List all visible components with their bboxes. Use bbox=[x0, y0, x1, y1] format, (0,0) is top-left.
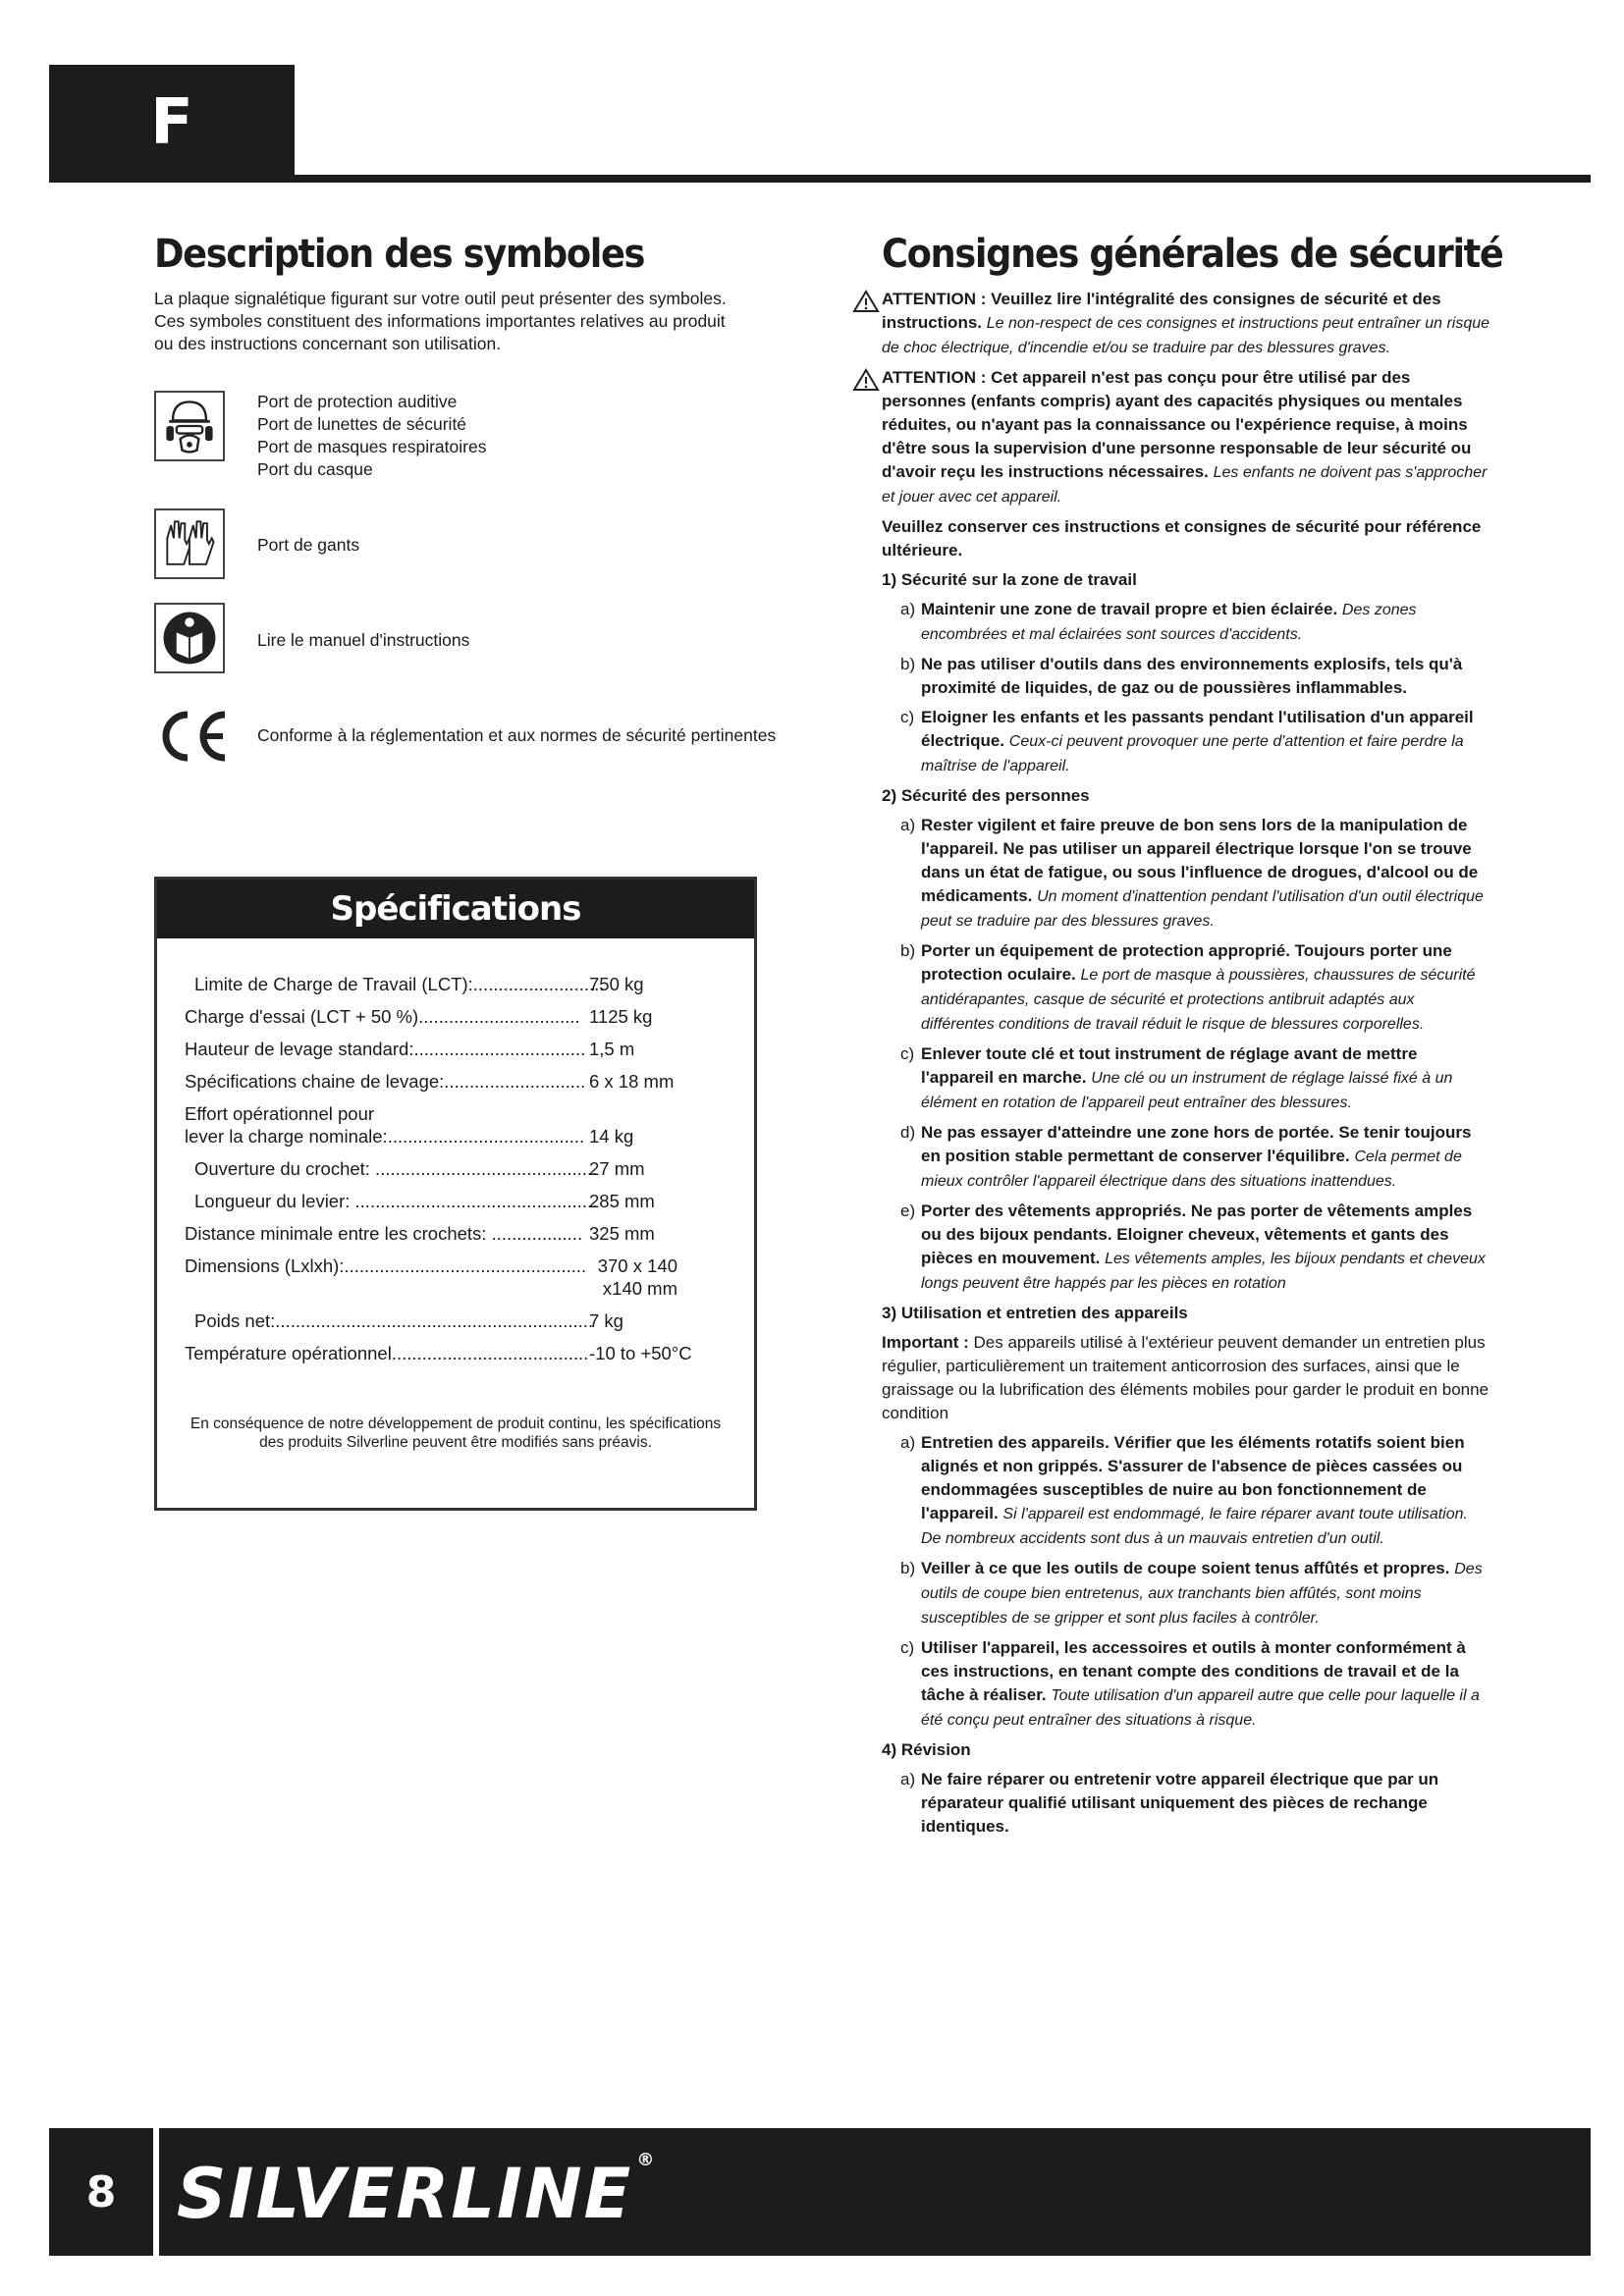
page-number: 8 bbox=[85, 2166, 117, 2217]
spec-value: 750 kg bbox=[589, 974, 644, 994]
symbol-line: Conforme à la réglementation et aux normes de sécurité pertinentes bbox=[257, 725, 777, 745]
read-manual-icon bbox=[154, 603, 225, 673]
spec-value: 1125 kg bbox=[589, 1006, 653, 1027]
spec-list bbox=[157, 973, 754, 1374]
item-italic: Des zones encombrées et mal éclairées sont sources d'accidents. bbox=[921, 602, 1417, 643]
item-label: e) bbox=[900, 1201, 916, 1220]
symbols-intro: La plaque signalétique figurant sur votre outil peut présenter des symboles. Ces symboles constituent des informations importantes relatives au produit ou des instructions concernant son utilisation. bbox=[154, 289, 727, 353]
item-bold: Eloigner les enfants et les passants pendant l'utilisation d'un appareil électrique. bbox=[921, 708, 1474, 750]
symbol-line: Port de masques respiratoires bbox=[257, 437, 487, 456]
spec-row bbox=[157, 973, 754, 995]
spec-row bbox=[157, 1102, 754, 1148]
item-label: b) bbox=[900, 941, 916, 960]
warning-2 bbox=[882, 366, 1490, 509]
item-italic: Cela permet de mieux contrôler l'appareil électrique dans des situations inattendues. bbox=[921, 1148, 1462, 1190]
spec-label: Charge d'essai (LCT + 50 %)................................ bbox=[185, 1006, 580, 1027]
symbols-title: Description des symboles bbox=[154, 232, 645, 277]
item-label: d) bbox=[900, 1123, 916, 1142]
warning-triangle-icon bbox=[852, 290, 880, 313]
spec-value: 7 kg bbox=[589, 1310, 623, 1331]
item-bold: Ne pas essayer d'atteindre une zone hors de portée. Se tenir toujours en position stable permettant de conserver l'équilibre. bbox=[921, 1123, 1472, 1165]
protective-equipment-icon bbox=[154, 391, 225, 461]
list-item bbox=[882, 1121, 1490, 1194]
symbol-line: Port du casque bbox=[257, 459, 373, 479]
list-item bbox=[882, 598, 1490, 647]
spec-row bbox=[157, 1190, 754, 1212]
spec-value: 370 x 140 x140 mm bbox=[597, 1255, 677, 1299]
spec-value: 6 x 18 mm bbox=[589, 1071, 675, 1092]
item-bold: Maintenir une zone de travail propre et bien éclairée. bbox=[921, 600, 1338, 618]
list-item bbox=[882, 1042, 1490, 1115]
spec-row bbox=[157, 1005, 754, 1028]
registered-mark: ® bbox=[636, 2150, 657, 2170]
item-label: b) bbox=[900, 1559, 916, 1577]
spec-row bbox=[157, 1038, 754, 1060]
list-item bbox=[882, 1768, 1490, 1839]
list-item bbox=[882, 1431, 1490, 1551]
item-bold: Ne faire réparer ou entretenir votre appareil électrique que par un réparateur qualifié utilisant uniquement des pièces de rechange identiques. bbox=[921, 1770, 1439, 1836]
item-italic: Le port de masque à poussières, chaussures de sécurité antidérapantes, casque de sécurité et protections antibruit adaptés aux différentes conditions de travail réduit le risque de blessures corporelles. bbox=[921, 967, 1476, 1033]
language-tab bbox=[49, 65, 295, 181]
gloves-text bbox=[257, 534, 359, 557]
warning-1-italic: Le non-respect de ces consignes et instructions peut entraîner un risque de choc électrique, d'incendie et/ou se traduire par des blessures graves. bbox=[882, 315, 1490, 356]
spec-value: -10 to +50°C bbox=[589, 1343, 692, 1363]
warning-1 bbox=[882, 288, 1490, 360]
item-bold: Rester vigilent et faire preuve de bon sens lors de la manipulation de l'appareil. Ne pas utiliser un appareil électrique lorsque l'on se trouve dans un état de fatigue, ou sous l'influence de drogues, d'alcool ou de médicaments. bbox=[921, 816, 1479, 905]
list-item bbox=[882, 814, 1490, 934]
safety-content bbox=[882, 288, 1490, 1844]
item-italic: Les vêtements amples, les bijoux pendants et cheveux longs peuvent être happés par les pièces en rotation bbox=[921, 1251, 1486, 1292]
spec-row bbox=[157, 1157, 754, 1180]
specifications-box bbox=[154, 877, 757, 1511]
item-bold: Porter un équipement de protection approprié. Toujours porter une protection oculaire. bbox=[921, 941, 1452, 984]
warning-1-bold: ATTENTION : Veuillez lire l'intégralité des consignes de sécurité et des instructions. bbox=[882, 290, 1441, 332]
warning-2-italic: Les enfants ne doivent pas s'approcher et jouer avec cet appareil. bbox=[882, 464, 1488, 506]
spec-label: Limite de Charge de Travail (LCT):.......................... bbox=[194, 974, 605, 994]
symbol-line: Port de gants bbox=[257, 535, 360, 555]
important-text: Des appareils utilisé à l'extérieur peuvent demander un entretien plus régulier, particulièrement un traitement anticorrosion des surfaces, ainsi que le graissage ou la lubrification des éléments mobiles pour garder le produit en bonne condition bbox=[882, 1333, 1489, 1422]
item-label: c) bbox=[900, 1638, 915, 1657]
spec-row bbox=[157, 1309, 754, 1332]
spec-label: Spécifications chaine de levage:............................ bbox=[185, 1071, 586, 1092]
safety-title: Consignes générales de sécurité bbox=[882, 232, 1503, 277]
spec-value: 285 mm bbox=[589, 1191, 655, 1211]
header-rule bbox=[49, 175, 1591, 183]
section-2-title: 2) Sécurité des personnes bbox=[882, 786, 1090, 805]
item-label: a) bbox=[900, 1770, 916, 1789]
warning-triangle-icon bbox=[852, 368, 880, 392]
spec-label: Poids net:............................................................... bbox=[194, 1310, 594, 1331]
list-item bbox=[882, 1636, 1490, 1733]
ce-mark-icon bbox=[154, 707, 231, 766]
warning-2-bold: ATTENTION : Cet appareil n'est pas conçu pour être utilisé par des personnes (enfants compris) ayant des capacités physiques ou mentales réduites, ou n'ayant pas la connaissance ou l'expérience requise, à moins d'être sous la supervision d'une personne responsable de leur sécurité ou d'avoir reçu les instructions nécessaires. bbox=[882, 368, 1472, 481]
item-italic: Ceux-ci peuvent provoquer une perte d'attention et faire perdre la maîtrise de l'appareil. bbox=[921, 733, 1464, 774]
item-bold: Veiller à ce que les outils de coupe soient tenus affûtés et propres. bbox=[921, 1559, 1450, 1577]
item-label: b) bbox=[900, 655, 916, 673]
important-note bbox=[882, 1331, 1490, 1425]
list-item bbox=[882, 653, 1490, 700]
item-bold: Utiliser l'appareil, les accessoires et outils à monter conformément à ces instructions, en tenant compte des conditions de travail et de la tâche à réaliser. bbox=[921, 1638, 1466, 1704]
item-bold: Ne pas utiliser d'outils dans des environnements explosifs, tels qu'à proximité de liquides, de gaz ou de poussières inflammables. bbox=[921, 655, 1463, 697]
keep-instructions: Veuillez conserver ces instructions et consignes de sécurité pour référence ultérieure. bbox=[882, 517, 1482, 560]
symbol-line: Lire le manuel d'instructions bbox=[257, 630, 470, 650]
item-bold: Porter des vêtements appropriés. Ne pas porter de vêtements amples ou des bijoux pendants. Eloigner cheveux, vêtements et gants des pièces en mouvement. bbox=[921, 1201, 1473, 1267]
item-italic: Toute utilisation d'un appareil autre que celle pour laquelle il a été conçu peut entraîner des situations à risque. bbox=[921, 1687, 1480, 1729]
item-italic: Des outils de coupe bien entretenus, aux tranchants bien affûtés, sont moins susceptibles de se gripper et sont plus faciles à contrôler. bbox=[921, 1561, 1483, 1627]
item-label: c) bbox=[900, 1044, 915, 1063]
language-label: F bbox=[150, 86, 193, 159]
symbol-line: Port de protection auditive bbox=[257, 392, 458, 411]
list-item bbox=[882, 939, 1490, 1037]
list-item bbox=[882, 706, 1490, 778]
spec-label: Distance minimale entre les crochets: .................. bbox=[185, 1223, 583, 1244]
spec-label: Température opérationnel....................................... bbox=[185, 1343, 589, 1363]
item-italic: Si l'appareil est endommagé, le faire réparer avant toute utilisation. De nombreux accidents sont dus à un mauvais entretien d'un outil. bbox=[921, 1506, 1468, 1547]
spec-value: 325 mm bbox=[589, 1223, 655, 1244]
item-label: c) bbox=[900, 708, 915, 726]
spec-row bbox=[157, 1342, 754, 1364]
symbol-line: Port de lunettes de sécurité bbox=[257, 414, 467, 434]
item-bold: Enlever toute clé et tout instrument de réglage avant de mettre l'appareil en marche. bbox=[921, 1044, 1418, 1087]
section-3-title: 3) Utilisation et entretien des appareils bbox=[882, 1304, 1188, 1322]
spec-value: 1,5 m bbox=[589, 1039, 635, 1059]
brand-name: SILVERLINE bbox=[177, 2154, 633, 2234]
protective-equipment-text bbox=[257, 391, 486, 481]
section-1-title: 1) Sécurité sur la zone de travail bbox=[882, 570, 1137, 589]
spec-value: 14 kg bbox=[589, 1126, 634, 1147]
section-4-title: 4) Révision bbox=[882, 1740, 971, 1759]
item-label: a) bbox=[900, 600, 916, 618]
spec-row bbox=[157, 1255, 754, 1300]
ce-mark-text bbox=[257, 724, 776, 747]
spec-label: Effort opérationnel pour lever la charge nominale:....................................... bbox=[185, 1103, 585, 1147]
spec-row bbox=[157, 1070, 754, 1093]
spec-value: 27 mm bbox=[589, 1158, 645, 1179]
brand-logo bbox=[177, 2150, 656, 2238]
read-manual-text bbox=[257, 629, 469, 652]
spec-label: Hauteur de levage standard:.................................. bbox=[185, 1039, 586, 1059]
specifications-note: En conséquence de notre développement de produit continu, les spécifications des produits Silverline peuvent être modifiés sans préavis. bbox=[189, 1415, 722, 1451]
list-item bbox=[882, 1200, 1490, 1296]
spec-label: Ouverture du crochet: ............................................ bbox=[194, 1158, 598, 1179]
spec-label: Dimensions (Lxlxh):................................................ bbox=[185, 1255, 587, 1276]
footer-separator bbox=[153, 2128, 159, 2256]
specifications-title: Spécifications bbox=[157, 880, 754, 938]
spec-label: Longueur du levier: ................................................ bbox=[194, 1191, 598, 1211]
item-label: a) bbox=[900, 816, 916, 834]
item-italic: Une clé ou un instrument de réglage laissé fixé à un élément en rotation de l'appareil peut entraîner des blessures. bbox=[921, 1070, 1453, 1111]
list-item bbox=[882, 1557, 1490, 1630]
gloves-icon bbox=[154, 508, 225, 579]
item-label: a) bbox=[900, 1433, 916, 1452]
spec-row bbox=[157, 1222, 754, 1245]
item-bold: Entretien des appareils. Vérifier que les éléments rotatifs soient bien alignés et non grippés. S'assurer de l'absence de pièces cassées ou endommagées susceptibles de nuire au bon fonctionnement de l'appareil. bbox=[921, 1433, 1465, 1522]
important-label: Important : bbox=[882, 1333, 969, 1352]
item-italic: Un moment d'inattention pendant l'utilisation d'un outil électrique peut se traduire par des blessures graves. bbox=[921, 888, 1484, 930]
